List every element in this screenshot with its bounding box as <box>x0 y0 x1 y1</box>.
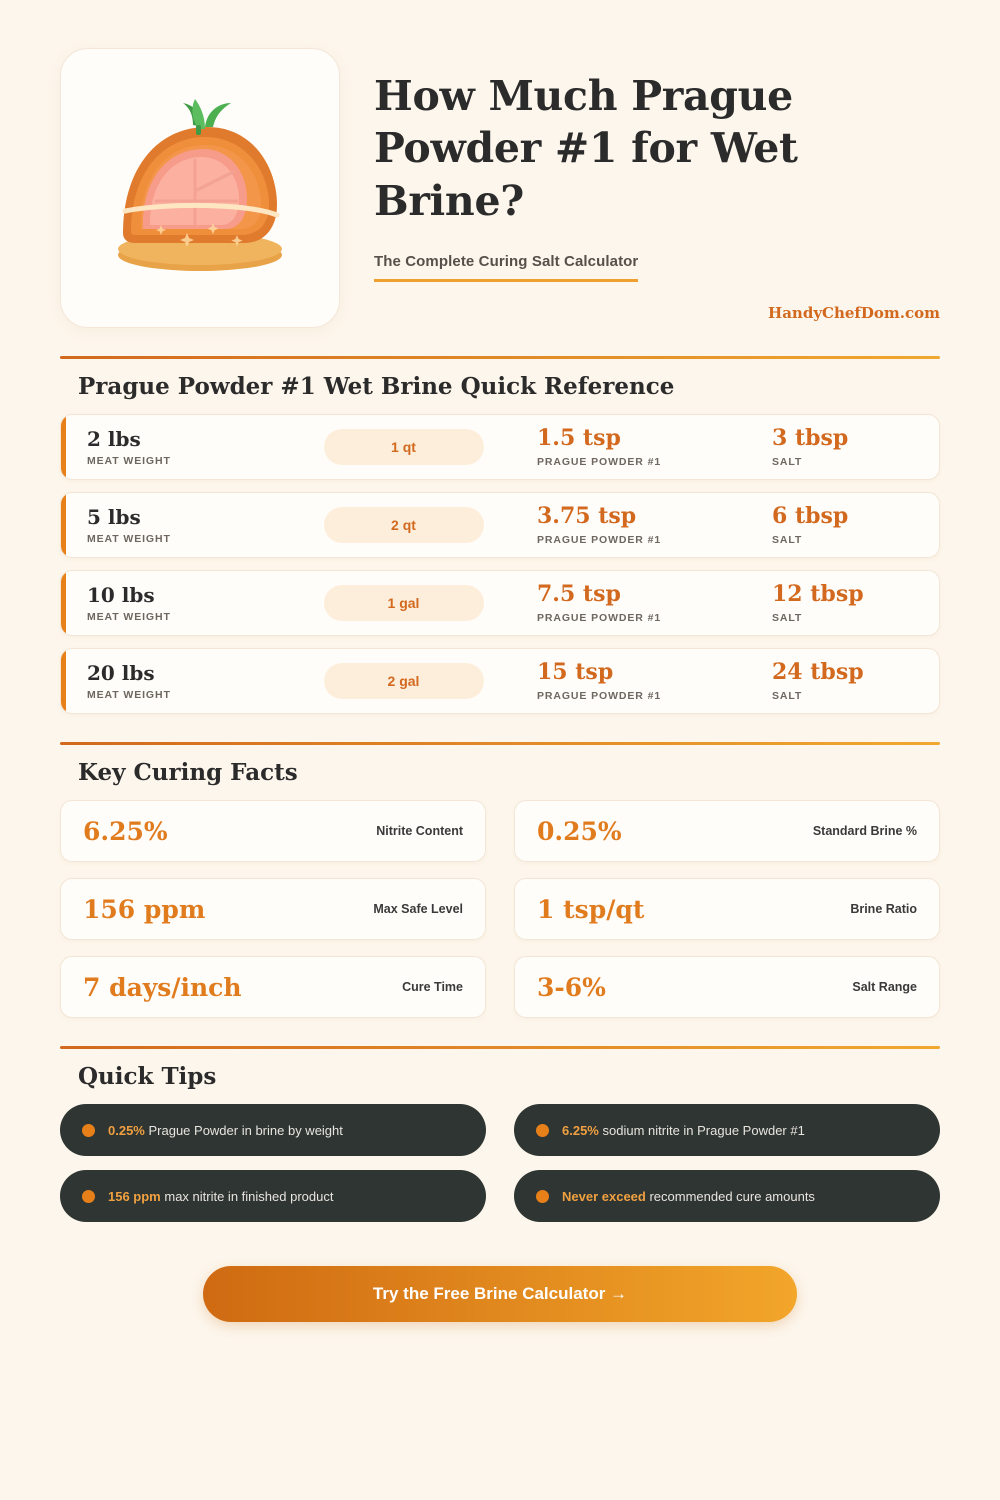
value-water-volume: 2 qt <box>324 507 484 543</box>
fact-label: Cure Time <box>402 980 463 994</box>
brand-url: HandyChefDom.com <box>768 304 940 323</box>
cta-container <box>60 1266 940 1322</box>
header-text-block <box>374 48 940 322</box>
cell-water-volume <box>296 507 511 543</box>
bullet-dot-icon <box>536 1190 549 1203</box>
quick-tips-section <box>60 1046 940 1222</box>
key-facts-grid <box>60 800 940 1018</box>
fact-card <box>514 800 940 862</box>
quick-tips-grid <box>60 1104 940 1222</box>
fact-label: Max Safe Level <box>373 902 463 916</box>
cell-meat-weight <box>61 428 296 467</box>
cell-water-volume <box>296 585 511 621</box>
label-meat-weight: MEAT WEIGHT <box>87 688 171 701</box>
value-prague-powder: 3.75 tsp <box>537 503 637 530</box>
cell-meat-weight <box>61 662 296 701</box>
cell-water-volume <box>296 663 511 699</box>
fact-label: Standard Brine % <box>812 824 917 838</box>
cell-meat-weight <box>61 584 296 623</box>
label-meat-weight: MEAT WEIGHT <box>87 532 171 545</box>
fact-value: 1 tsp/qt <box>537 894 645 924</box>
tip-highlight: 156 ppm <box>108 1188 161 1204</box>
value-water-volume: 1 gal <box>324 585 484 621</box>
tip-text <box>562 1189 815 1204</box>
tip-rest: recommended cure amounts <box>645 1188 815 1204</box>
fact-value: 156 ppm <box>83 894 206 924</box>
key-facts-section <box>60 742 940 1018</box>
tip-rest: Prague Powder in brine by weight <box>144 1122 343 1138</box>
section-divider <box>60 1046 940 1049</box>
value-salt: 24 tbsp <box>772 659 864 686</box>
cell-salt <box>746 660 939 701</box>
fact-card <box>60 800 486 862</box>
label-prague-powder: PRAGUE POWDER #1 <box>537 455 662 468</box>
cell-prague-powder <box>511 582 746 623</box>
fact-value: 3-6% <box>537 972 606 1002</box>
value-prague-powder: 7.5 tsp <box>537 581 621 608</box>
value-water-volume: 1 qt <box>324 429 484 465</box>
label-meat-weight: MEAT WEIGHT <box>87 454 171 467</box>
glazed-ham-icon <box>95 83 305 293</box>
value-salt: 12 tbsp <box>772 581 864 608</box>
quick-tips-title: Quick Tips <box>78 1063 217 1090</box>
value-prague-powder: 1.5 tsp <box>537 425 621 452</box>
fact-value: 7 days/inch <box>83 972 242 1002</box>
bullet-dot-icon <box>536 1124 549 1137</box>
fact-value: 6.25% <box>83 816 168 846</box>
bullet-dot-icon <box>82 1190 95 1203</box>
fact-label: Salt Range <box>852 980 917 994</box>
cell-meat-weight <box>61 506 296 545</box>
quick-reference-title: Prague Powder #1 Wet Brine Quick Reference <box>78 373 675 400</box>
value-prague-powder: 15 tsp <box>537 659 614 686</box>
fact-card <box>60 956 486 1018</box>
brine-calculator-cta-button[interactable]: Try the Free Brine Calculator → <box>203 1266 797 1322</box>
cell-salt <box>746 504 939 545</box>
value-water-volume: 2 gal <box>324 663 484 699</box>
tip-text <box>108 1189 333 1204</box>
tip-highlight: 6.25% <box>562 1122 599 1138</box>
table-row <box>60 414 940 480</box>
value-meat-weight: 20 lbs <box>87 660 155 685</box>
fact-value: 0.25% <box>537 816 622 846</box>
fact-card <box>60 878 486 940</box>
value-salt: 3 tbsp <box>772 425 849 452</box>
page-subtitle: The Complete Curing Salt Calculator <box>374 253 638 282</box>
fact-card <box>514 956 940 1018</box>
value-meat-weight: 10 lbs <box>87 582 155 607</box>
label-meat-weight: MEAT WEIGHT <box>87 610 171 623</box>
tip-item <box>514 1104 940 1156</box>
value-meat-weight: 2 lbs <box>87 426 141 451</box>
table-row <box>60 648 940 714</box>
header <box>0 0 1000 328</box>
page-title: How Much Prague Powder #1 for Wet Brine? <box>374 72 798 225</box>
value-meat-weight: 5 lbs <box>87 504 141 529</box>
fact-label: Nitrite Content <box>376 824 463 838</box>
cell-prague-powder <box>511 426 746 467</box>
tip-highlight: 0.25% <box>108 1122 145 1138</box>
section-divider <box>60 356 940 359</box>
value-salt: 6 tbsp <box>772 503 849 530</box>
label-prague-powder: PRAGUE POWDER #1 <box>537 611 662 624</box>
cell-water-volume <box>296 429 511 465</box>
label-salt: SALT <box>772 533 803 546</box>
cell-prague-powder <box>511 504 746 545</box>
cell-salt <box>746 582 939 623</box>
label-prague-powder: PRAGUE POWDER #1 <box>537 689 662 702</box>
label-salt: SALT <box>772 611 803 624</box>
tip-highlight: Never exceed <box>562 1188 646 1204</box>
tip-rest: max nitrite in finished product <box>160 1188 334 1204</box>
cell-salt <box>746 426 939 467</box>
tip-item <box>514 1170 940 1222</box>
fact-card <box>514 878 940 940</box>
tip-item <box>60 1104 486 1156</box>
key-facts-title: Key Curing Facts <box>78 759 298 786</box>
table-row <box>60 570 940 636</box>
tip-rest: sodium nitrite in Prague Powder #1 <box>598 1122 805 1138</box>
tip-text <box>562 1123 805 1138</box>
label-salt: SALT <box>772 455 803 468</box>
bullet-dot-icon <box>82 1124 95 1137</box>
fact-label: Brine Ratio <box>850 902 917 916</box>
cell-prague-powder <box>511 660 746 701</box>
hero-image-card <box>60 48 340 328</box>
tip-item <box>60 1170 486 1222</box>
quick-reference-section <box>60 356 940 714</box>
label-salt: SALT <box>772 689 803 702</box>
label-prague-powder: PRAGUE POWDER #1 <box>537 533 662 546</box>
tip-text <box>108 1123 343 1138</box>
section-divider <box>60 742 940 745</box>
table-row <box>60 492 940 558</box>
